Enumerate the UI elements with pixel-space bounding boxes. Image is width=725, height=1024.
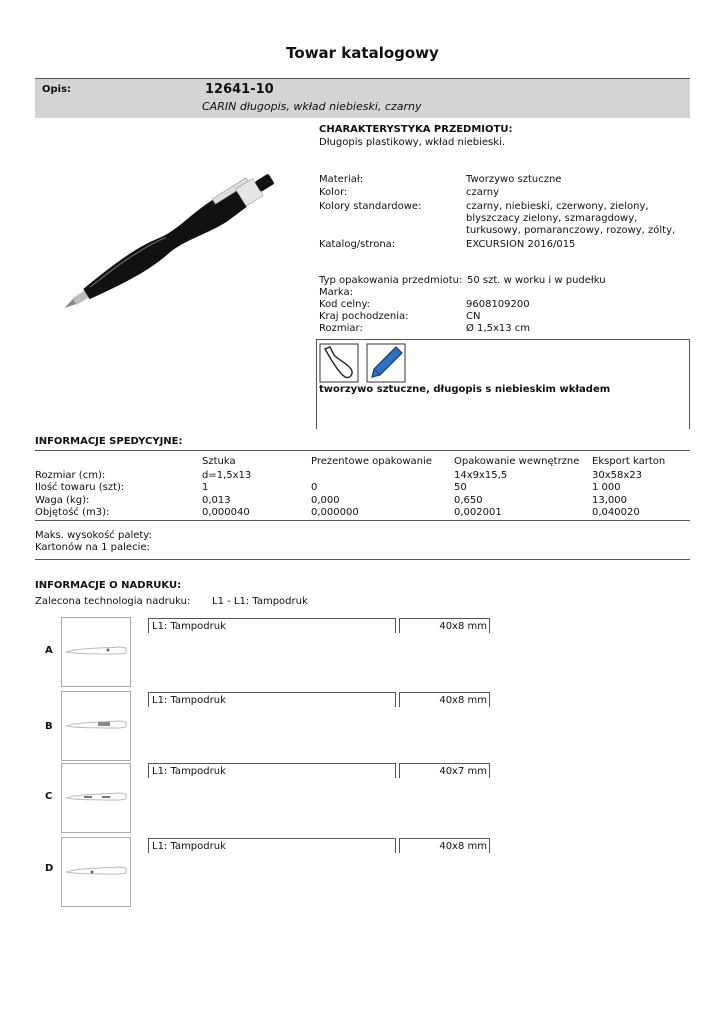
position-letter-a: A — [45, 645, 53, 656]
catalog-label: Katalog/strona: — [319, 239, 396, 250]
product-subtitle: CARIN długopis, wkład niebieski, czarny — [202, 100, 422, 113]
material-label: Materiał: — [319, 174, 364, 185]
packaging-type-label: Typ opakowania przedmiotu: — [319, 275, 463, 286]
standard-colors-value-3: turkusowy, pomaranczowy, rozowy, zólty, — [466, 225, 676, 236]
position-thumb-b — [61, 691, 131, 761]
col-export-carton: Eksport karton — [592, 456, 666, 467]
standard-colors-value-1: czarny, niebieski, czerwony, zielony, — [466, 201, 649, 212]
customs-code-value: 9608109200 — [466, 299, 530, 310]
shipping-bottom-line — [35, 559, 690, 560]
opis-label: Opis: — [42, 84, 72, 95]
icon-box-top — [316, 339, 690, 340]
position-tech-a: L1: Tampodruk — [148, 618, 396, 633]
ship-row-qty-piece: 1 — [202, 482, 209, 493]
ship-row-weight-piece: 0,013 — [202, 495, 231, 506]
ship-row-qty-export: 1 000 — [592, 482, 621, 493]
product-pen-image — [45, 150, 300, 330]
ship-row-size-inner: 14x9x15,5 — [454, 470, 508, 481]
pen-thumbnail-a — [62, 618, 130, 686]
pen-thumbnail-d — [62, 838, 130, 906]
pallet-height-label: Maks. wysokość palety: — [35, 530, 152, 541]
ship-row-qty-label: Ilość towaru (szt): — [35, 482, 125, 493]
position-thumb-d — [61, 837, 131, 907]
icon-box-left — [316, 339, 317, 429]
ship-row-weight-inner: 0,650 — [454, 495, 483, 506]
col-inner-pack: Opakowanie wewnętrzne — [454, 456, 580, 467]
material-value: Tworzywo sztuczne — [466, 174, 562, 185]
size-value: Ø 1,5x13 cm — [466, 323, 531, 334]
position-letter-d: D — [45, 863, 54, 874]
position-size-a: 40x8 mm — [399, 618, 490, 633]
recommended-tech-label: Zalecona technologia nadruku: — [35, 596, 191, 607]
position-size-d: 40x8 mm — [399, 838, 490, 853]
product-code: 12641-10 — [205, 82, 274, 97]
ship-row-qty-inner: 50 — [454, 482, 467, 493]
pen-thumbnail-c — [62, 764, 130, 832]
ship-row-size-export: 30x58x23 — [592, 470, 643, 481]
ship-row-volume-label: Objętość (m3): — [35, 507, 110, 518]
col-gift-pack: Prezentowe opakowanie — [311, 456, 432, 467]
bottle-outline-icon — [319, 343, 359, 383]
origin-label: Kraj pochodzenia: — [319, 311, 409, 322]
position-thumb-c — [61, 763, 131, 833]
ship-row-volume-inner: 0,002001 — [454, 507, 502, 518]
ship-row-qty-gift: 0 — [311, 482, 318, 493]
pen-thumbnail-b — [62, 692, 130, 760]
pallet-cartons-label: Kartonów na 1 palecie: — [35, 542, 150, 553]
shipping-top-line — [35, 450, 690, 451]
customs-code-label: Kod celny: — [319, 299, 371, 310]
characteristics-description: Długopis plastikowy, wkład niebieski. — [319, 137, 506, 148]
ship-row-size-label: Rozmiar (cm): — [35, 470, 106, 481]
catalog-value: EXCURSION 2016/015 — [466, 239, 576, 250]
standard-colors-value-2: blyszczacy zielony, szmaragdowy, — [466, 213, 638, 224]
shipping-mid-line — [35, 520, 690, 521]
ship-row-weight-export: 13,000 — [592, 495, 627, 506]
ship-row-weight-gift: 0,000 — [311, 495, 340, 506]
pen-blue-icon — [366, 343, 406, 383]
ship-row-volume-gift: 0,000000 — [311, 507, 359, 518]
page-title: Towar katalogowy — [286, 44, 439, 62]
icon-box-right — [689, 339, 690, 429]
ship-row-volume-piece: 0,000040 — [202, 507, 250, 518]
origin-value: CN — [466, 311, 481, 322]
position-letter-b: B — [45, 721, 53, 732]
ship-row-size-piece: d=1,5x13 — [202, 470, 252, 481]
shipping-heading: INFORMACJE SPEDYCYJNE: — [35, 436, 183, 447]
printing-heading: INFORMACJE O NADRUKU: — [35, 580, 182, 591]
size-label: Rozmiar: — [319, 323, 363, 334]
ship-row-weight-label: Waga (kg): — [35, 495, 90, 506]
col-sztuka: Sztuka — [202, 456, 236, 467]
ship-row-volume-export: 0,040020 — [592, 507, 640, 518]
color-label: Kolor: — [319, 187, 348, 198]
characteristics-heading: CHARAKTERYSTYKA PRZEDMIOTU: — [319, 124, 513, 135]
recommended-tech-value: L1 - L1: Tampodruk — [212, 596, 308, 607]
packaging-type-value: 50 szt. w worku i w pudełku — [467, 275, 606, 286]
position-size-b: 40x8 mm — [399, 692, 490, 707]
color-value: czarny — [466, 187, 500, 198]
position-tech-d: L1: Tampodruk — [148, 838, 396, 853]
material-caption: tworzywo sztuczne, długopis s niebieskim wkładem — [319, 384, 611, 395]
standard-colors-label: Kolory standardowe: — [319, 201, 422, 212]
position-thumb-a — [61, 617, 131, 687]
position-size-c: 40x7 mm — [399, 763, 490, 778]
position-tech-c: L1: Tampodruk — [148, 763, 396, 778]
position-letter-c: C — [45, 791, 53, 802]
position-tech-b: L1: Tampodruk — [148, 692, 396, 707]
brand-label: Marka: — [319, 287, 353, 298]
